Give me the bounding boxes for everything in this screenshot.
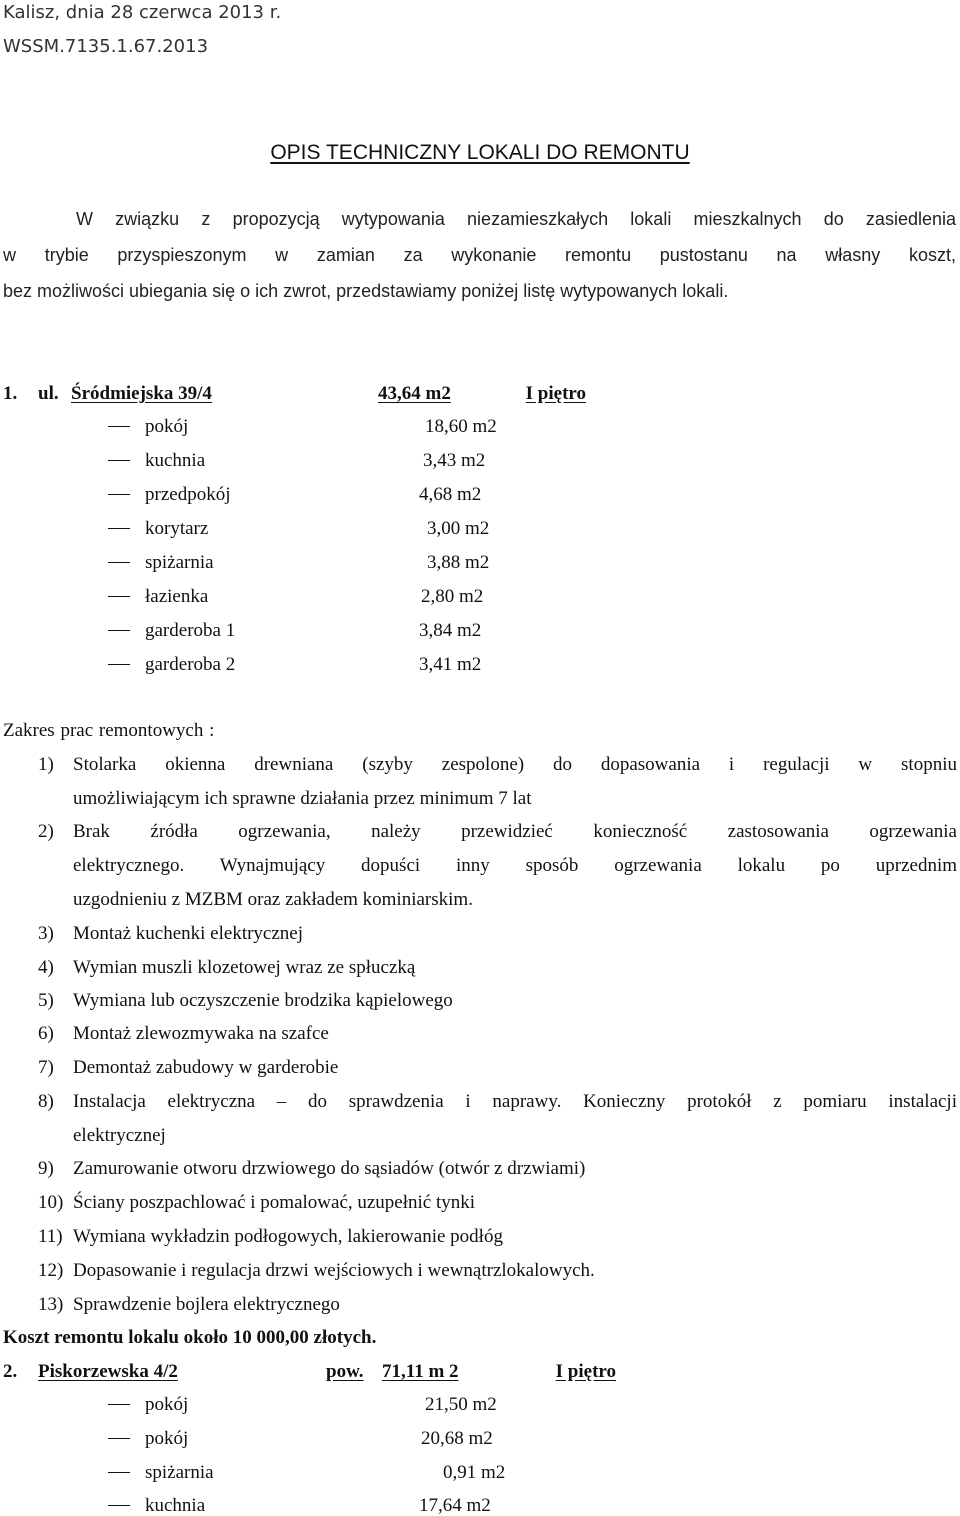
work-item-line: Sprawdzenie bojlera elektrycznego [73, 1294, 340, 1315]
unit2-address: Piskorzewska 4/2 [38, 1361, 178, 1382]
work-item-line: Wymian muszli klozetowej wraz ze spłuczką [73, 957, 416, 978]
bullet-dash [108, 562, 130, 563]
unit1-number: 1. [3, 383, 18, 404]
room-name: pokój [145, 1394, 189, 1415]
work-item-line: Montaż kuchenki elektrycznej [73, 923, 304, 944]
room-name: kuchnia [145, 450, 206, 471]
room-name: pokój [145, 1428, 189, 1449]
room-area: 3,00 m2 [427, 518, 490, 539]
room-name: przedpokój [145, 484, 231, 505]
room-name: korytarz [145, 518, 209, 539]
work-number: 10) [38, 1192, 64, 1213]
room-area: 21,50 m2 [425, 1394, 497, 1415]
room-name: garderoba 2 [145, 654, 236, 675]
work-item-line: Dopasowanie i regulacja drzwi wejściowych i wewnątrzlokalowych. [73, 1260, 595, 1281]
scope-label: Zakres prac remontowych : [3, 720, 215, 741]
work-number: 13) [38, 1294, 64, 1315]
work-item-line: Demontaż zabudowy w garderobie [73, 1057, 339, 1078]
room-area: 18,60 m2 [425, 416, 497, 437]
room-name: spiżarnia [145, 1462, 214, 1483]
work-number: 9) [38, 1158, 54, 1179]
room-area: 20,68 m2 [421, 1428, 493, 1449]
bullet-dash [108, 630, 130, 631]
work-item-line: Brak źródła ogrzewania, należy przewidzieć konieczność zastosowania ogrzewania [73, 821, 957, 842]
work-item-line: Wymiana wykładzin podłogowych, lakierowanie podłóg [73, 1226, 503, 1247]
room-name: garderoba 1 [145, 620, 236, 641]
bullet-dash [108, 1404, 130, 1405]
document-title: OPIS TECHNICZNY LOKALI DO REMONTU [270, 141, 690, 164]
room-area: 4,68 m2 [419, 484, 482, 505]
work-item-line: Zamurowanie otworu drzwiowego do sąsiadów (otwór z drzwiami) [73, 1158, 586, 1179]
room-area: 0,91 m2 [443, 1462, 506, 1483]
work-number: 5) [38, 990, 54, 1011]
unit1-area: 43,64 m2 [378, 383, 451, 404]
work-number: 1) [38, 754, 54, 775]
place-date: Kalisz, dnia 28 czerwca 2013 r. [3, 2, 282, 23]
intro-line-1: W związku z propozycją wytypowania niezamieszkałych lokali mieszkalnych do zasiedlenia [76, 209, 956, 229]
room-area: 2,80 m2 [421, 586, 484, 607]
bullet-dash [108, 426, 130, 427]
room-area: 3,88 m2 [427, 552, 490, 573]
bullet-dash [108, 460, 130, 461]
work-number: 3) [38, 923, 54, 944]
bullet-dash [108, 494, 130, 495]
room-name: łazienka [145, 586, 209, 607]
unit1-address: Śródmiejska 39/4 [71, 383, 212, 404]
unit1-floor: I piętro [525, 383, 586, 404]
room-area: 3,41 m2 [419, 654, 482, 675]
work-number: 7) [38, 1057, 54, 1078]
work-item-line: Wymiana lub oczyszczenie brodzika kąpielowego [73, 990, 453, 1011]
room-area: 17,64 m2 [419, 1495, 491, 1516]
work-item-line: Montaż zlewozmywaka na szafce [73, 1023, 329, 1044]
room-name: kuchnia [145, 1495, 206, 1516]
work-number: 6) [38, 1023, 54, 1044]
work-item-line: elektrycznego. Wynajmujący dopuści inny sposób ogrzewania lokalu po uprzednim [73, 855, 957, 876]
work-number: 2) [38, 821, 54, 842]
work-number: 8) [38, 1091, 54, 1112]
work-item-line: Ściany poszpachlować i pomalować, uzupełnić tynki [73, 1192, 476, 1213]
unit2-number: 2. [3, 1361, 18, 1382]
bullet-dash [108, 1438, 130, 1439]
bullet-dash [108, 664, 130, 665]
bullet-dash [108, 596, 130, 597]
room-name: pokój [145, 416, 189, 437]
room-area: 3,84 m2 [419, 620, 482, 641]
bullet-dash [108, 528, 130, 529]
work-item-line: Instalacja elektryczna – do sprawdzenia i naprawy. Konieczny protokół z pomiaru instalacji [73, 1091, 957, 1112]
room-name: spiżarnia [145, 552, 214, 573]
work-item-line: Stolarka okienna drewniana (szyby zespolone) do dopasowania i regulacji w stopniu [73, 754, 957, 775]
work-item-line: elektrycznej [73, 1125, 166, 1146]
reference-number: WSSM.7135.1.67.2013 [3, 36, 209, 57]
unit1-street-prefix: ul. [38, 383, 59, 404]
work-number: 4) [38, 957, 54, 978]
bullet-dash [108, 1505, 130, 1506]
unit2-area-label: pow. [326, 1361, 364, 1382]
intro-line-2: w trybie przyspieszonym w zamian za wykonanie remontu pustostanu na własny koszt, [3, 245, 956, 265]
unit2-area: 71,11 m 2 [382, 1361, 459, 1382]
unit1-cost: Koszt remontu lokalu około 10 000,00 złotych. [3, 1327, 377, 1348]
room-area: 3,43 m2 [423, 450, 486, 471]
intro-line-3: bez możliwości ubiegania się o ich zwrot, przedstawiamy poniżej listę wytypowanych lokali. [3, 281, 729, 301]
bullet-dash [108, 1472, 130, 1473]
work-item-line: uzgodnieniu z MZBM oraz zakładem kominiarskim. [73, 889, 473, 910]
work-number: 12) [38, 1260, 64, 1281]
unit2-floor: I piętro [555, 1361, 616, 1382]
work-number: 11) [38, 1226, 63, 1247]
work-item-line: umożliwiającym ich sprawne działania przez minimum 7 lat [73, 788, 532, 809]
